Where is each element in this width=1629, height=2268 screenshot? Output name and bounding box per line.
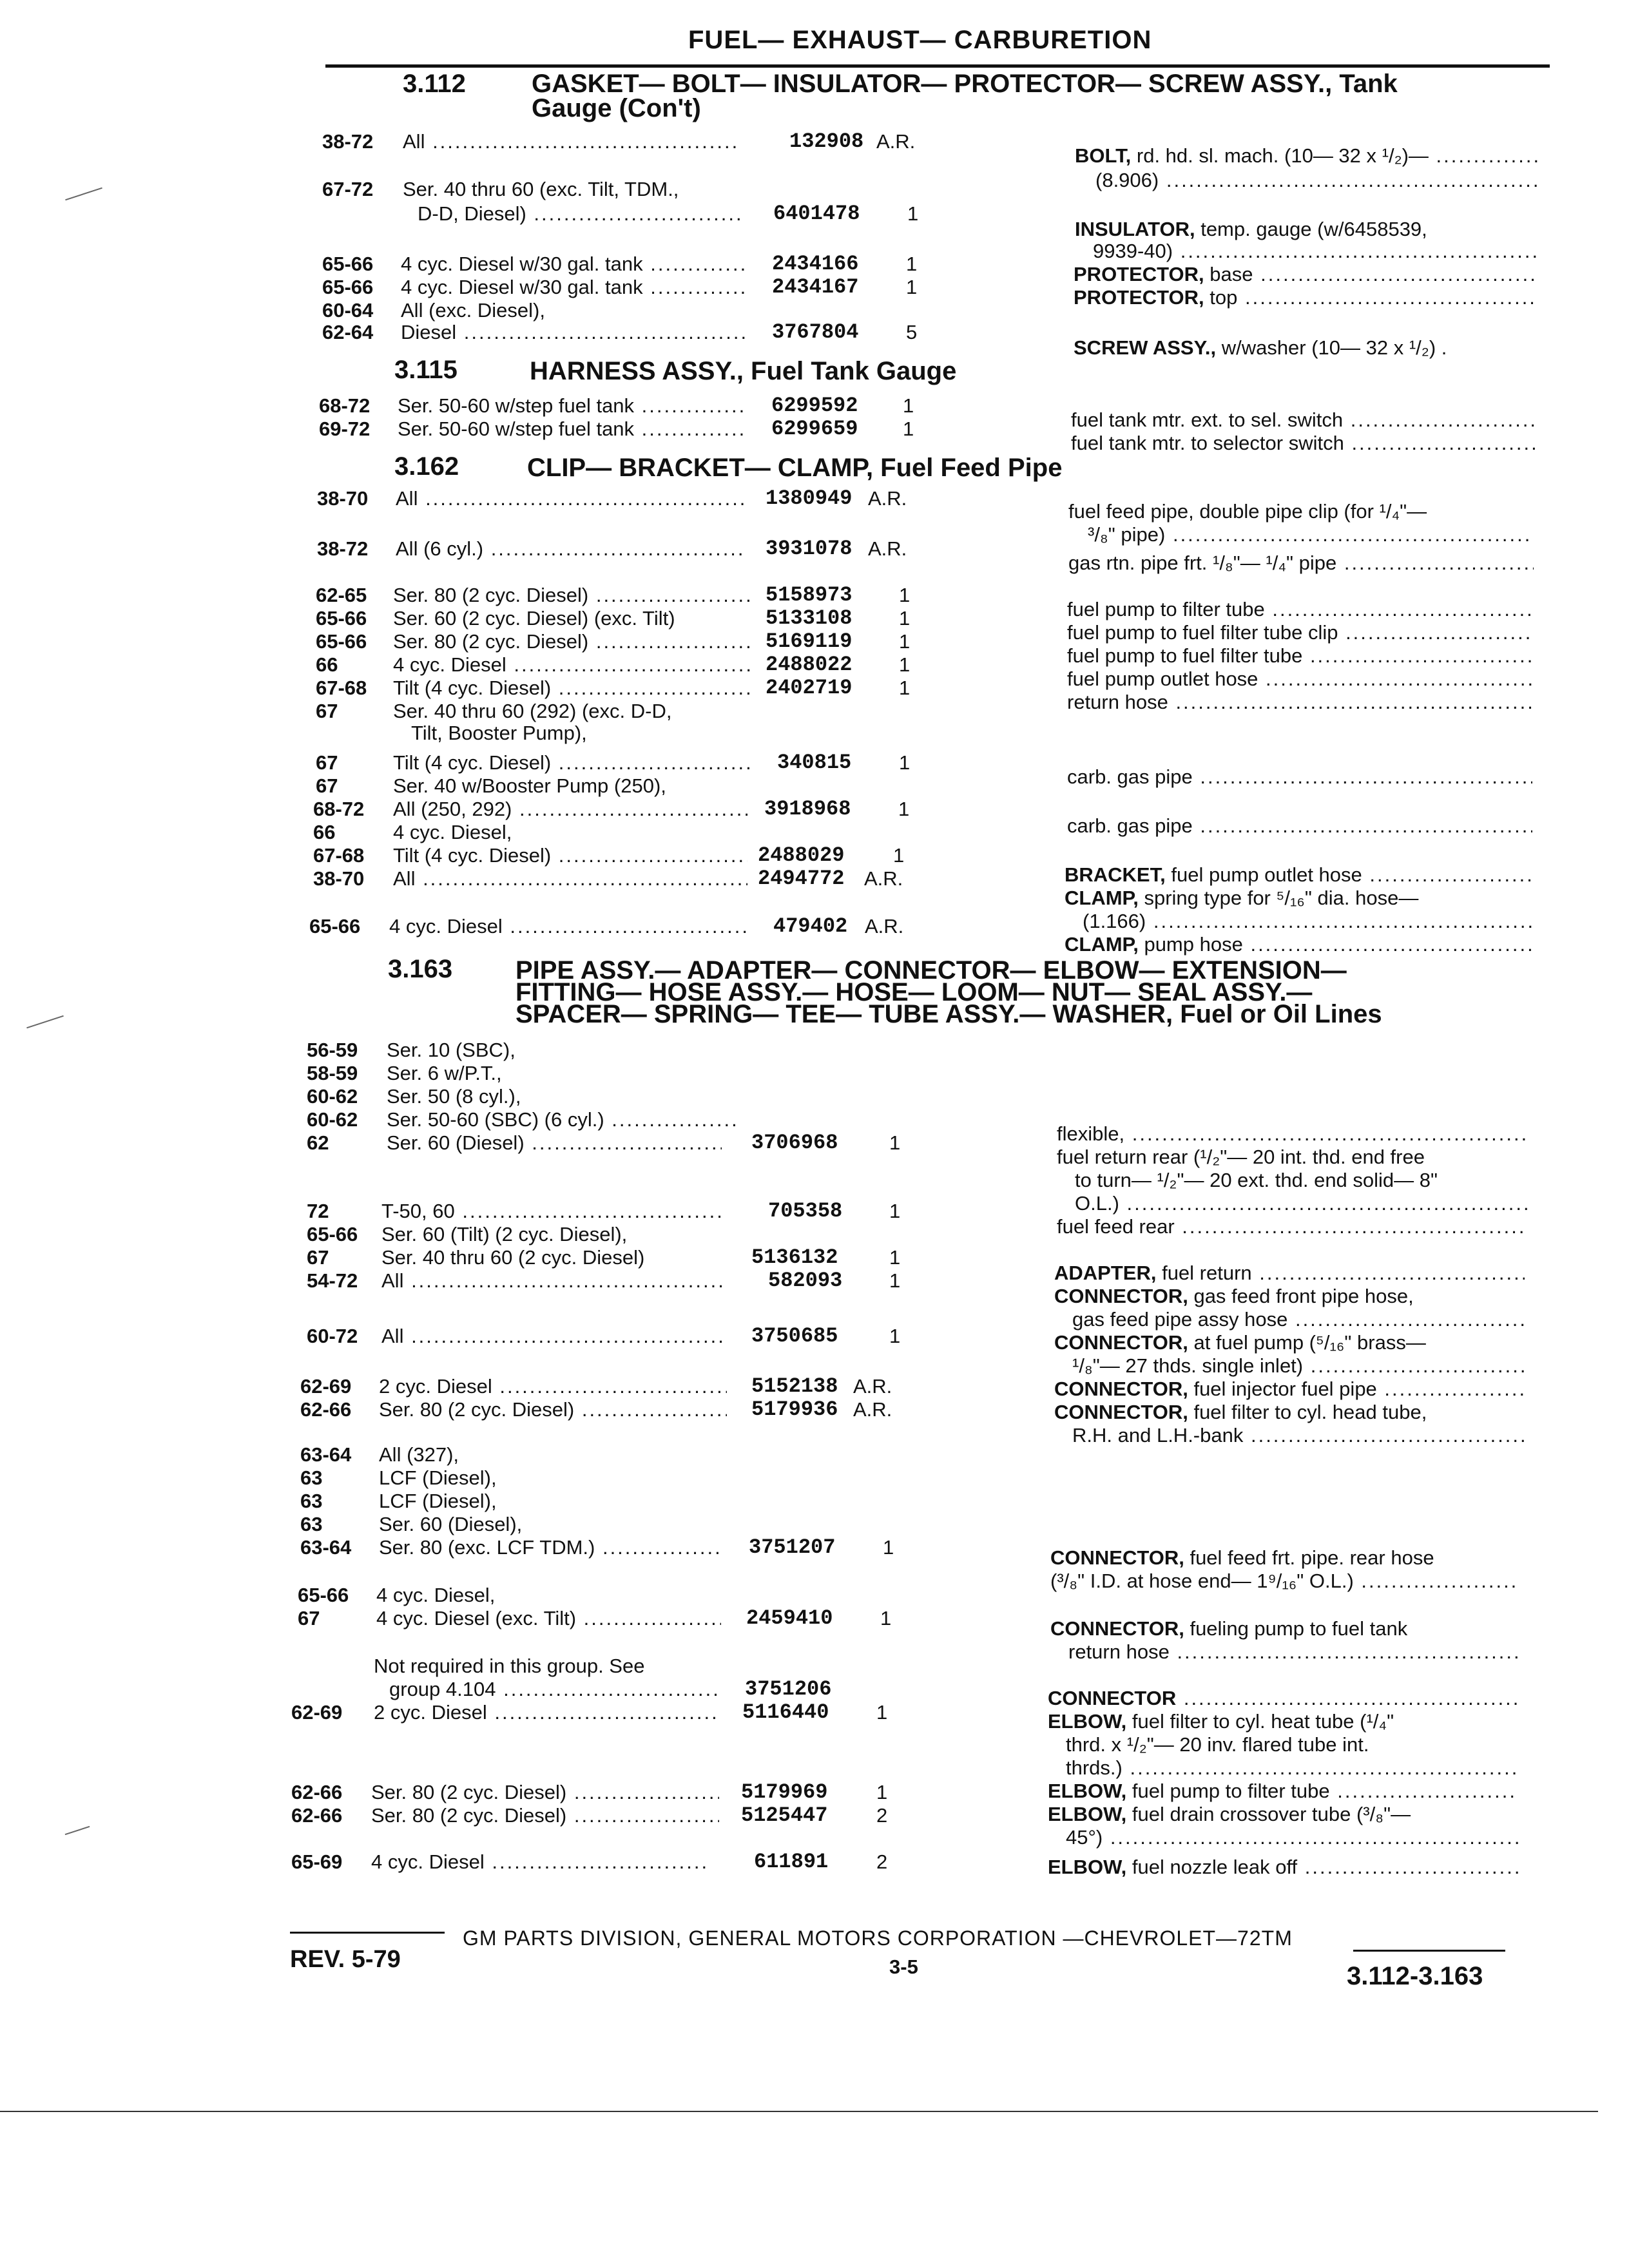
application-description: All ..... — [396, 487, 747, 510]
year-range: 72 — [307, 1200, 329, 1222]
parts-row — [322, 202, 941, 226]
year-range: 68-72 — [313, 798, 365, 820]
application-description: Tilt (4 cyc. Diesel) ..... — [393, 751, 751, 774]
parts-row — [307, 1108, 925, 1131]
year-range: 60-62 — [307, 1108, 358, 1131]
quantity: A.R. — [853, 1398, 892, 1421]
application-description: 4 cyc. Diesel w/30 gal. tank ..... — [401, 253, 746, 276]
part-description: (1.166) ..... — [1065, 910, 1532, 933]
header-rule — [325, 64, 1550, 68]
application-description: Ser. 80 (2 cyc. Diesel) ..... — [371, 1804, 719, 1827]
section-title: CLIP— BRACKET— CLAMP, Fuel Feed Pipe — [527, 454, 1063, 482]
parts-row — [307, 1039, 925, 1062]
application-description: Not required in this group. See — [374, 1655, 645, 1677]
part-description: ELBOW, fuel drain crossover tube (³/₈"— — [1048, 1803, 1411, 1825]
parts-row — [322, 130, 941, 153]
parts-row — [313, 821, 932, 844]
quantity: 1 — [899, 677, 911, 699]
quantity: 1 — [883, 1536, 894, 1559]
application-description: Ser. 80 (2 cyc. Diesel) ..... — [379, 1398, 727, 1421]
parts-row — [307, 1223, 925, 1246]
part-number: 340815 — [777, 751, 852, 774]
part-description: fuel tank mtr. to selector switch ..... — [1071, 432, 1535, 455]
quantity: A.R. — [865, 915, 904, 937]
application-description: All ..... — [381, 1269, 723, 1293]
application-description: Ser. 80 (2 cyc. Diesel) ..... — [393, 630, 751, 653]
application-description: Ser. 40 thru 60 (292) (exc. D-D, — [393, 700, 672, 722]
part-description: thrds.) ..... — [1048, 1756, 1518, 1780]
quantity: 1 — [906, 276, 918, 298]
application-description: Ser. 80 (2 cyc. Diesel) ..... — [393, 584, 751, 607]
application-description: Ser. 50-60 (SBC) (6 cyl.) ..... — [387, 1108, 738, 1131]
part-number: 705358 — [768, 1199, 843, 1223]
parts-row — [291, 1701, 910, 1724]
application-description: Ser. 40 thru 60 (exc. Tilt, TDM., — [403, 178, 679, 200]
part-description: CONNECTOR, fuel feed frt. pipe. rear hose — [1050, 1546, 1434, 1569]
parts-row — [317, 537, 936, 561]
part-number: 479402 — [773, 914, 848, 938]
year-range: 67-68 — [316, 677, 367, 699]
parts-row — [313, 867, 932, 890]
section-title: GASKET— BOLT— INSULATOR— PROTECTOR— SCREW ASSY., Tank — [532, 70, 1398, 98]
year-range: 66 — [313, 821, 336, 843]
year-range: 54-72 — [307, 1269, 358, 1292]
part-description: fuel feed pipe, double pipe clip (for ¹/₄"— — [1068, 500, 1427, 523]
year-range: 62-66 — [291, 1804, 343, 1827]
application-description: Ser. 60 (Tilt) (2 cyc. Diesel), — [381, 1223, 628, 1245]
application-description: Ser. 50-60 w/step fuel tank ..... — [398, 394, 746, 418]
application-description: 4 cyc. Diesel ..... — [393, 653, 751, 677]
parts-row — [298, 1584, 916, 1607]
parts-row — [298, 1607, 916, 1630]
year-range: 67 — [316, 751, 338, 774]
year-range: 62-66 — [300, 1398, 352, 1421]
parts-row — [319, 418, 938, 441]
application-description: 2 cyc. Diesel ..... — [374, 1701, 718, 1724]
year-range: 58-59 — [307, 1062, 358, 1084]
quantity: A.R. — [864, 867, 903, 890]
part-number: 3918968 — [764, 797, 851, 821]
year-range: 63 — [300, 1466, 323, 1489]
quantity: 1 — [903, 394, 914, 417]
part-description: BRACKET, fuel pump outlet hose ..... — [1065, 863, 1532, 887]
part-description: gas feed pipe assy hose ..... — [1054, 1308, 1525, 1331]
parts-row — [300, 1513, 919, 1536]
part-number: 5179936 — [751, 1398, 838, 1421]
part-number: 1380949 — [766, 486, 853, 510]
parts-row — [300, 1536, 919, 1559]
quantity: 1 — [906, 253, 918, 275]
year-range: 62-66 — [291, 1781, 343, 1803]
year-range: 62-65 — [316, 584, 367, 606]
application-description: Ser. 80 (2 cyc. Diesel) ..... — [371, 1781, 719, 1804]
section-title: HARNESS ASSY., Fuel Tank Gauge — [530, 357, 957, 385]
part-number: 2434167 — [772, 275, 859, 299]
part-description: ³/₈" pipe) ..... — [1068, 523, 1534, 546]
parts-row — [316, 630, 934, 653]
part-description: fuel pump to filter tube ..... — [1067, 598, 1532, 621]
application-description: Ser. 60 (Diesel), — [379, 1513, 523, 1535]
application-description: All (327), — [379, 1443, 459, 1466]
section-number: 3.163 — [388, 955, 453, 983]
application-description: Diesel ..... — [401, 321, 746, 344]
parts-row — [316, 722, 934, 745]
part-description: flexible, ..... — [1057, 1122, 1527, 1146]
application-description: 4 cyc. Diesel, — [393, 821, 512, 843]
parts-row — [322, 178, 941, 201]
part-description: gas rtn. pipe frt. ¹/₈"— ¹/₄" pipe ..... — [1068, 552, 1534, 575]
application-description: Tilt (4 cyc. Diesel) ..... — [393, 677, 751, 700]
part-description: CONNECTOR ..... — [1048, 1687, 1518, 1710]
part-number: 3931078 — [766, 537, 853, 561]
year-range: 65-66 — [307, 1223, 358, 1245]
part-description: BOLT, rd. hd. sl. mach. (10— 32 x ¹/₂)— ..... — [1075, 144, 1539, 168]
part-description: PROTECTOR, base ..... — [1074, 263, 1537, 286]
part-description: ELBOW, fuel filter to cyl. heat tube (¹/₄" — [1048, 1710, 1394, 1733]
parts-row — [309, 915, 928, 938]
year-range: 65-69 — [291, 1850, 343, 1873]
part-description: fuel return rear (¹/₂"— 20 int. thd. end free — [1057, 1146, 1425, 1168]
margin-mark — [26, 1015, 64, 1028]
footer-rule — [1353, 1950, 1505, 1952]
parts-row — [316, 584, 934, 607]
part-description: fuel feed rear ..... — [1057, 1215, 1527, 1238]
application-description: Ser. 40 thru 60 (2 cyc. Diesel) — [381, 1246, 645, 1269]
footer-rule — [290, 1932, 445, 1934]
quantity: 1 — [880, 1607, 892, 1629]
application-description: D-D, Diesel) ..... — [418, 202, 740, 226]
part-description: 45°) ..... — [1048, 1826, 1518, 1849]
quantity: 1 — [899, 584, 911, 606]
quantity: 1 — [889, 1200, 901, 1222]
parts-row — [313, 798, 932, 821]
application-description: T-50, 60 ..... — [381, 1200, 723, 1223]
parts-row — [316, 774, 934, 798]
parts-row — [298, 1678, 916, 1701]
year-range: 63 — [300, 1490, 323, 1512]
quantity: 1 — [898, 798, 910, 820]
year-range: 62-69 — [291, 1701, 343, 1724]
part-description: fuel pump to fuel filter tube ..... — [1067, 644, 1532, 668]
part-number: 5152138 — [751, 1374, 838, 1398]
margin-mark — [65, 1826, 90, 1835]
quantity: 2 — [876, 1850, 888, 1873]
year-range: 60-72 — [307, 1325, 358, 1347]
quantity: A.R. — [876, 130, 916, 153]
part-description: PROTECTOR, top ..... — [1074, 286, 1537, 309]
margin-mark — [65, 187, 102, 200]
year-range: 67 — [316, 774, 338, 797]
year-range: 38-70 — [313, 867, 365, 890]
part-description: CONNECTOR, fueling pump to fuel tank — [1050, 1617, 1408, 1640]
part-number: 2494772 — [758, 867, 845, 890]
part-number: 3751206 — [745, 1677, 832, 1701]
parts-row — [307, 1085, 925, 1108]
part-description: thrd. x ¹/₂"— 20 inv. flared tube int. — [1066, 1733, 1369, 1756]
section-number: 3.162 — [394, 452, 459, 481]
year-range: 65-66 — [298, 1584, 349, 1606]
parts-row — [316, 700, 934, 723]
part-description: ADAPTER, fuel return ..... — [1054, 1262, 1525, 1285]
part-description: ¹/₈"— 27 thds. single inlet) ..... — [1054, 1354, 1525, 1378]
part-description: CONNECTOR, fuel filter to cyl. head tube, — [1054, 1401, 1427, 1423]
year-range: 60-62 — [307, 1085, 358, 1108]
page-header-title: FUEL— EXHAUST— CARBURETION — [688, 26, 1152, 54]
quantity: 1 — [899, 630, 911, 653]
parts-row — [307, 1325, 925, 1348]
year-range: 65-66 — [322, 253, 374, 275]
year-range: 38-70 — [317, 487, 369, 510]
parts-row — [307, 1062, 925, 1085]
section-title: SPACER— SPRING— TEE— TUBE ASSY.— WASHER, Fuel or Oil Lines — [516, 1000, 1382, 1028]
year-range: 60-64 — [322, 299, 374, 322]
parts-row — [322, 253, 941, 276]
quantity: 1 — [899, 607, 911, 629]
quantity: 1 — [903, 418, 914, 440]
application-description: 4 cyc. Diesel (exc. Tilt) ..... — [376, 1607, 721, 1630]
parts-row — [322, 276, 941, 299]
quantity: A.R. — [853, 1375, 892, 1398]
quantity: 1 — [899, 653, 911, 676]
parts-row — [291, 1850, 910, 1874]
quantity: 1 — [907, 202, 919, 225]
quantity: 1 — [889, 1269, 901, 1292]
year-range: 65-66 — [316, 630, 367, 653]
application-description: 2 cyc. Diesel ..... — [379, 1375, 727, 1398]
quantity: 1 — [876, 1701, 888, 1724]
part-description: INSULATOR, temp. gauge (w/6458539, — [1075, 218, 1427, 240]
parts-row — [307, 1131, 925, 1155]
application-description: Tilt, Booster Pump), — [411, 722, 587, 744]
year-range: 63-64 — [300, 1443, 352, 1466]
parts-row — [317, 487, 936, 510]
part-description: 9939-40) ..... — [1075, 240, 1539, 263]
quantity: 1 — [899, 751, 911, 774]
year-range: 67 — [307, 1246, 329, 1269]
section-range: 3.112-3.163 — [1347, 1962, 1483, 1990]
application-description: All (6 cyl.) ..... — [396, 537, 747, 561]
parts-row — [300, 1466, 919, 1490]
section-number: 3.112 — [403, 70, 466, 98]
part-number: 5133108 — [766, 606, 853, 630]
parts-row — [291, 1804, 910, 1827]
quantity: 1 — [876, 1781, 888, 1803]
part-description: return hose ..... — [1067, 691, 1532, 714]
year-range: 62 — [307, 1131, 329, 1154]
year-range: 67 — [316, 700, 338, 722]
year-range: 67 — [298, 1607, 320, 1629]
year-range: 65-66 — [309, 915, 361, 937]
part-description: return hose ..... — [1050, 1640, 1518, 1664]
application-description: Ser. 80 (exc. LCF TDM.) ..... — [379, 1536, 724, 1559]
parts-row — [322, 321, 941, 344]
parts-row — [291, 1781, 910, 1804]
section-title: Gauge (Con't) — [532, 94, 701, 122]
year-range: 68-72 — [319, 394, 371, 417]
quantity: 2 — [876, 1804, 888, 1827]
application-description: All ..... — [393, 867, 747, 890]
quantity: 1 — [893, 844, 905, 867]
year-range: 67-72 — [322, 178, 374, 200]
year-range: 56-59 — [307, 1039, 358, 1061]
year-range: 69-72 — [319, 418, 371, 440]
parts-row — [300, 1398, 919, 1421]
year-range: 62-64 — [322, 321, 374, 343]
quantity: A.R. — [868, 537, 907, 560]
year-range: 38-72 — [317, 537, 369, 560]
application-description: 4 cyc. Diesel, — [376, 1584, 496, 1606]
part-description: ELBOW, fuel nozzle leak off ..... — [1048, 1856, 1518, 1879]
part-description: (8.906) ..... — [1095, 169, 1540, 192]
page-number: 3-5 — [889, 1956, 918, 1978]
application-description: All ..... — [403, 130, 741, 153]
part-description: SCREW ASSY., w/washer (10— 32 x ¹/₂) . — [1074, 336, 1447, 359]
parts-row — [322, 299, 941, 322]
parts-row — [316, 653, 934, 677]
part-number: 3706968 — [751, 1131, 838, 1155]
application-description: LCF (Diesel), — [379, 1466, 497, 1489]
part-description: CONNECTOR, at fuel pump (⁵/₁₆" brass— — [1054, 1331, 1426, 1354]
part-description: fuel tank mtr. ext. to sel. switch ..... — [1071, 408, 1535, 432]
application-description: Tilt (4 cyc. Diesel) ..... — [393, 844, 747, 867]
part-number: 6299592 — [771, 394, 858, 418]
part-description: CONNECTOR, fuel injector fuel pipe ..... — [1054, 1378, 1525, 1401]
application-description: Ser. 10 (SBC), — [387, 1039, 516, 1061]
parts-row — [316, 751, 934, 774]
part-number: 3750685 — [751, 1324, 838, 1348]
part-description: carb. gas pipe ..... — [1067, 765, 1532, 789]
application-description: All (exc. Diesel), — [401, 299, 545, 322]
part-description: CLAMP, pump hose ..... — [1065, 933, 1532, 956]
parts-row — [300, 1490, 919, 1513]
part-number: 5116440 — [742, 1700, 829, 1724]
section-title: FITTING— HOSE ASSY.— HOSE— LOOM— NUT— SEAL ASSY.— — [516, 978, 1313, 1006]
application-description: Ser. 60 (2 cyc. Diesel) (exc. Tilt) — [393, 607, 675, 629]
parts-row — [300, 1375, 919, 1398]
application-description: Ser. 50-60 w/step fuel tank ..... — [398, 418, 746, 441]
part-number: 5169119 — [766, 629, 853, 653]
scan-edge-line — [0, 2111, 1598, 2112]
parts-row — [316, 677, 934, 700]
quantity: A.R. — [868, 487, 907, 510]
section-title: PIPE ASSY.— ADAPTER— CONNECTOR— ELBOW— EXTENSION— — [516, 956, 1347, 985]
quantity: 5 — [906, 321, 918, 343]
parts-row — [313, 844, 932, 867]
part-description: fuel pump outlet hose ..... — [1067, 668, 1532, 691]
part-number: 3767804 — [772, 320, 859, 344]
application-description: group 4.104 ..... — [389, 1678, 721, 1701]
part-description: R.H. and L.H.-bank ..... — [1054, 1424, 1525, 1447]
part-number: 6401478 — [773, 202, 860, 226]
quantity: 1 — [889, 1246, 901, 1269]
footer-corporation: GM PARTS DIVISION, GENERAL MOTORS CORPORATION —CHEVROLET—72TM — [463, 1927, 1293, 1950]
part-number: 2459410 — [746, 1606, 833, 1630]
part-number: 2402719 — [766, 676, 853, 700]
part-number: 132908 — [789, 130, 864, 153]
part-number: 2434166 — [772, 252, 859, 276]
application-description: LCF (Diesel), — [379, 1490, 497, 1512]
parts-row — [307, 1246, 925, 1269]
part-description: fuel pump to fuel filter tube clip ..... — [1067, 621, 1532, 644]
part-number: 2488029 — [758, 843, 845, 867]
year-range: 62-69 — [300, 1375, 352, 1398]
part-number: 5136132 — [751, 1245, 838, 1269]
application-description: 4 cyc. Diesel ..... — [389, 915, 749, 938]
application-description: Ser. 6 w/P.T., — [387, 1062, 502, 1084]
part-description: CLAMP, spring type for ⁵/₁₆" dia. hose— — [1065, 887, 1419, 909]
part-description: ELBOW, fuel pump to filter tube ..... — [1048, 1780, 1518, 1803]
parts-row — [300, 1443, 919, 1466]
part-number: 5179969 — [741, 1780, 828, 1804]
part-number: 6299659 — [771, 417, 858, 441]
part-number: 611891 — [754, 1850, 829, 1874]
parts-row — [298, 1655, 916, 1678]
application-description: All ..... — [381, 1325, 723, 1348]
application-description: All (250, 292) ..... — [393, 798, 747, 821]
parts-row — [316, 607, 934, 630]
part-number: 582093 — [768, 1269, 843, 1293]
year-range: 63 — [300, 1513, 323, 1535]
year-range: 65-66 — [316, 607, 367, 629]
year-range: 38-72 — [322, 130, 374, 153]
part-description: carb. gas pipe ..... — [1067, 814, 1532, 838]
application-description: Ser. 60 (Diesel) ..... — [387, 1131, 722, 1155]
parts-row — [307, 1200, 925, 1223]
year-range: 66 — [316, 653, 338, 676]
parts-row — [307, 1269, 925, 1293]
application-description: Ser. 50 (8 cyl.), — [387, 1085, 521, 1108]
year-range: 63-64 — [300, 1536, 352, 1559]
quantity: 1 — [889, 1325, 901, 1347]
application-description: Ser. 40 w/Booster Pump (250), — [393, 774, 666, 797]
application-description: 4 cyc. Diesel w/30 gal. tank ..... — [401, 276, 746, 299]
part-number: 5125447 — [741, 1803, 828, 1827]
application-description: 4 cyc. Diesel ..... — [371, 1850, 706, 1874]
part-number: 5158973 — [766, 583, 853, 607]
quantity: 1 — [889, 1131, 901, 1154]
part-description: (³/₈" I.D. at hose end— 1⁹/₁₆" O.L.) ..... — [1050, 1570, 1518, 1593]
revision-label: REV. 5-79 — [290, 1946, 401, 1973]
year-range: 65-66 — [322, 276, 374, 298]
part-number: 2488022 — [766, 653, 853, 677]
year-range: 67-68 — [313, 844, 365, 867]
parts-row — [319, 394, 938, 418]
part-number: 3751207 — [749, 1535, 836, 1559]
part-description: CONNECTOR, gas feed front pipe hose, — [1054, 1285, 1414, 1307]
part-description: to turn— ¹/₂"— 20 ext. thd. end solid— 8" — [1075, 1169, 1438, 1191]
part-description: O.L.) ..... — [1057, 1192, 1527, 1215]
section-number: 3.115 — [394, 356, 458, 384]
